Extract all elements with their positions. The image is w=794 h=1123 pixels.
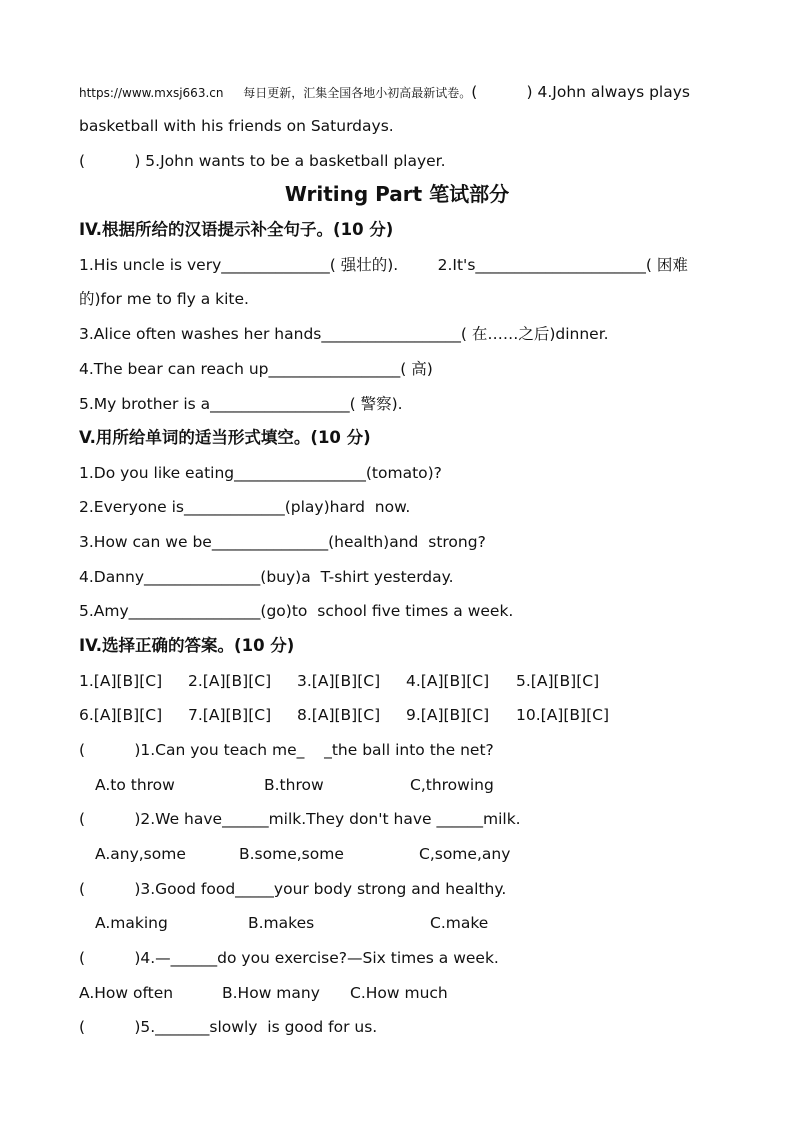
choice-question-stem: ( )3.Good food_____your body strong and healthy. [79,880,507,898]
option-b: B.How many [222,984,320,1002]
section-v-line: 3.How can we be_______________(health)and strong? [79,533,486,551]
section-iv-line: 1.His uncle is very______________( 强壮的). 2.It's______________________( 困难 [79,256,688,274]
choice-question-stem: ( )4.—______do you exercise?—Six times a week. [79,949,499,967]
answer-cell[interactable]: 6.[A][B][C] [79,706,163,724]
option-c: C.How much [350,984,448,1002]
section-iv-line: 5.My brother is a__________________( 警察). [79,395,403,413]
section-iv-heading: IV.根据所给的汉语提示补全句子。(10 分) [79,220,394,239]
option-b: B.makes [248,914,315,932]
answer-cell[interactable]: 9.[A][B][C] [406,706,490,724]
q5-continuation: ( ) 5.John wants to be a basketball player. [79,152,446,170]
header-url: https://www.mxsj663.cn [79,86,224,100]
option-a: A.to throw [95,776,175,794]
answer-cell[interactable]: 10.[A][B][C] [516,706,609,724]
answer-cell[interactable]: 1.[A][B][C] [79,672,163,690]
option-a: A.making [95,914,168,932]
answer-cell[interactable]: 3.[A][B][C] [297,672,381,690]
option-c: C,throwing [410,776,494,794]
answer-cell[interactable]: 7.[A][B][C] [188,706,272,724]
writing-part-title: Writing Part 笔试部分 [284,182,510,206]
choice-question-stem: ( )5._______slowly is good for us. [79,1018,378,1036]
option-b: B.throw [264,776,324,794]
answer-cell[interactable]: 2.[A][B][C] [188,672,272,690]
section-v-line: 2.Everyone is_____________(play)hard now. [79,498,411,516]
section-v-line: 4.Danny_______________(buy)a T-shirt yesterday. [79,568,454,586]
option-c: C,some,any [419,845,511,863]
answer-cell[interactable]: 4.[A][B][C] [406,672,490,690]
section-iv-line: 的)for me to fly a kite. [79,290,249,308]
header-line [79,82,734,103]
option-c: C.make [430,914,489,932]
section-iv-line: 3.Alice often washes her hands__________________( 在……之后)dinner. [79,325,609,343]
header-notice: 每日更新，汇集全国各地小初高最新试卷。 [243,86,472,100]
q4-continuation: ( ) 4.John always plays [471,83,690,101]
choice-question-stem: ( )1.Can you teach me_ _the ball into the net? [79,741,494,759]
q4-continuation-line2: basketball with his friends on Saturdays. [79,117,394,135]
section-v-heading: V.用所给单词的适当形式填空。(10 分) [79,428,371,447]
choice-question-stem: ( )2.We have______milk.They don't have ______milk. [79,810,521,828]
section-v-line: 5.Amy_________________(go)to school five times a week. [79,602,514,620]
section-iv-line: 4.The bear can reach up_________________( 高) [79,360,433,378]
answer-cell[interactable]: 5.[A][B][C] [516,672,600,690]
option-a: A.any,some [95,845,186,863]
option-b: B.some,some [239,845,344,863]
section-v-line: 1.Do you like eating_________________(tomato)? [79,464,442,482]
option-a: A.How often [79,984,174,1002]
section-choice-heading: IV.选择正确的答案。(10 分) [79,636,295,655]
answer-cell[interactable]: 8.[A][B][C] [297,706,381,724]
